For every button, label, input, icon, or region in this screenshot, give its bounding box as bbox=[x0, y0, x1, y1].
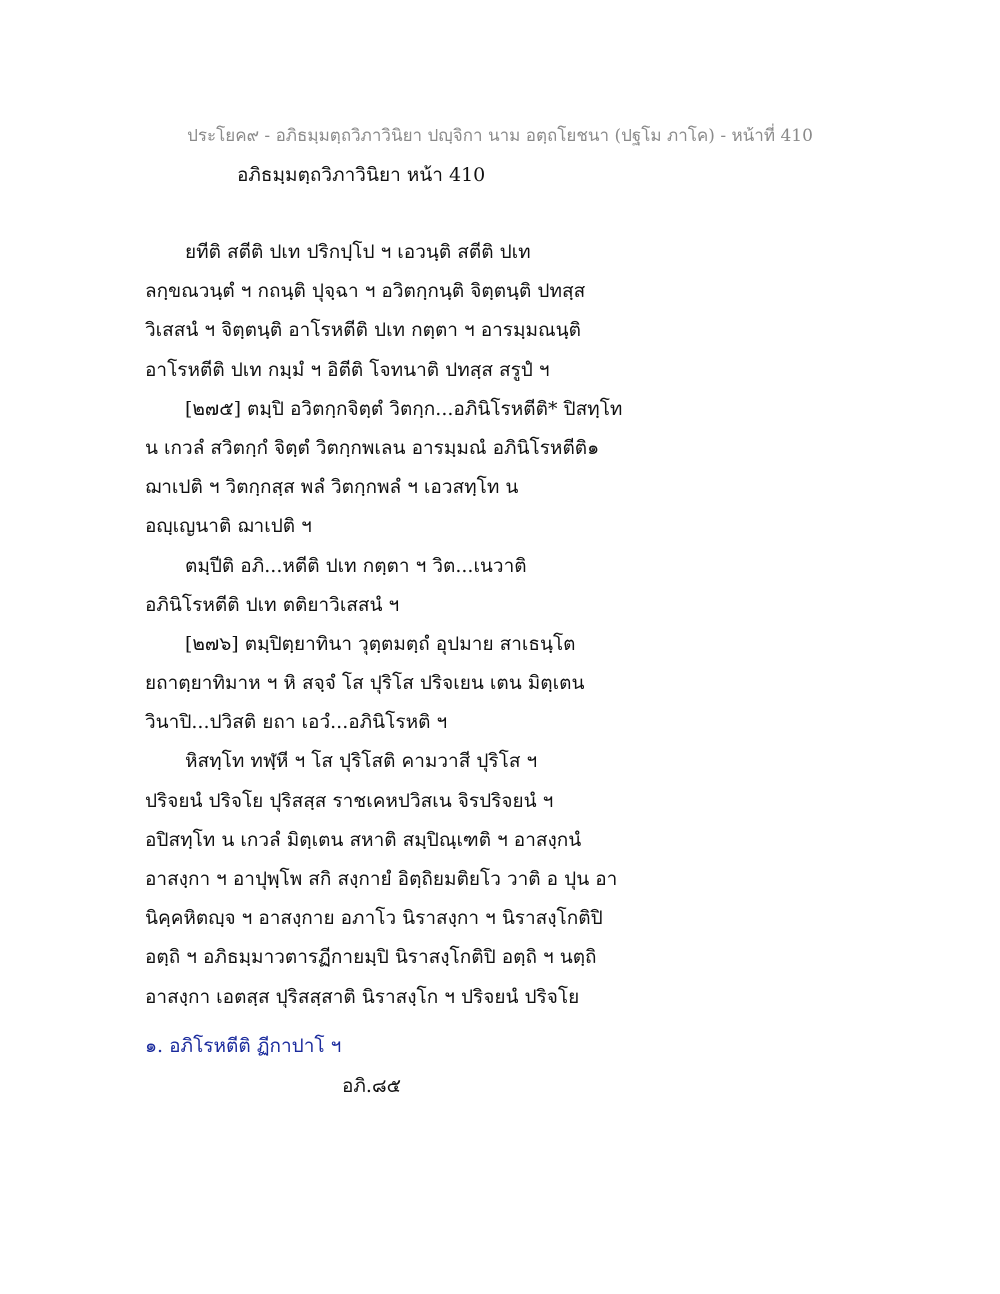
text-line: อาโรหตีติ ปเท กมฺมํ ฯ อิตีติ โจทนาติ ปทสฺส สรูปํ ฯ bbox=[145, 358, 550, 381]
text-line: ยทีติ สตีติ ปเท ปริกปฺโป ฯ เอวนฺติ สตีติ ปเท bbox=[185, 241, 531, 263]
text-line: ยถาตฺยาทิมาห ฯ หิ สจฺจํ โส ปุริโส ปริจเยน เตน มิตฺเตน bbox=[145, 672, 585, 695]
running-header: ประโยค๙ - อภิธมฺมตฺถวิภาวินิยา ปญฺจิกา นาม อตฺถโยชนา (ปฐโม ภาโค) - หน้าที่ 410 bbox=[187, 126, 813, 146]
text-line: อตฺถิ ฯ อภิธมฺมาวตารฏีกายมฺปิ นิราสงฺโกติปิ อตฺถิ ฯ นตฺถิ bbox=[145, 946, 597, 969]
text-line: อาสงฺกา เอตสฺส ปุริสสฺสาติ นิราสงฺโก ฯ ปริจยนํ ปริจโย bbox=[145, 985, 580, 1008]
text-line: อญฺเญนาติ ฌาเปติ ฯ bbox=[145, 515, 312, 538]
body-text bbox=[145, 233, 705, 1017]
text-line: อภินิโรหตีติ ปเท ตติยาวิเสสนํ ฯ bbox=[145, 593, 400, 616]
text-line: น เกวลํ สวิตกฺกํ จิตฺตํ วิตกฺกพเลน อารมฺมณํ อภินิโรหตีติ๑ bbox=[145, 436, 600, 459]
text-line: วิเสสนํ ฯ จิตฺตนฺติ อาโรหตีติ ปเท กตฺตา ฯ อารมฺมณนฺติ bbox=[145, 319, 582, 342]
text-line: อปิสทฺโท น เกวลํ มิตฺเตน สหาติ สมฺปิณฺเฑติ ฯ อาสงฺกนํ bbox=[145, 828, 582, 851]
text-line: หิสทฺโท ทฬฺหี ฯ โส ปุริโสติ คามวาสี ปุริโส ฯ bbox=[185, 750, 538, 773]
text-line: อาสงฺกา ฯ อาปุพฺโพ สกิ สงฺกายํ อิตฺถิยมติยโว วาติ อ ปุน อา bbox=[145, 868, 618, 890]
text-line: ลกฺขณวนฺตํ ฯ กถนฺติ ปุจฺฉา ฯ อวิตกฺกนฺติ จิตฺตนฺติ ปทสฺส bbox=[145, 280, 586, 303]
text-line: ปริจยนํ ปริจโย ปุริสสฺส ราชเคหปวิสเน จิรปริจยนํ ฯ bbox=[145, 789, 554, 812]
text-line: วินาปิ...ปวิสติ ยถา เอวํ...อภินิโรหติ ฯ bbox=[145, 711, 448, 734]
text-line: [๒๗๕] ตมฺปิ อวิตกฺกจิตฺตํ วิตกฺก...อภินิโรหตีติ* ปิสทฺโท bbox=[185, 397, 623, 420]
text-line: [๒๗๖] ตมฺปิตฺยาทินา วุตฺตมตฺถํ อุปมาย สาเธนฺโต bbox=[185, 632, 576, 655]
footnote: ๑. อภิโรหตีติ ฏีกาปาโ ฯ bbox=[145, 1035, 342, 1057]
page-marker: อภิ.๘๕ bbox=[342, 1075, 402, 1097]
page-heading: อภิธมฺมตฺถวิภาวินิยา หน้า 410 bbox=[237, 164, 486, 186]
text-line: นิคฺคหิตญฺจ ฯ อาสงฺกาย อภาโว นิราสงฺกา ฯ นิราสงฺโกติปิ bbox=[145, 907, 603, 930]
text-line: ตมฺปีติ อภิ...หตีติ ปเท กตฺตา ฯ วิต...เนวาติ bbox=[185, 554, 527, 577]
text-line: ฌาเปติ ฯ วิตกฺกสฺส พลํ วิตกฺกพลํ ฯ เอวสทฺโท น bbox=[145, 476, 519, 499]
